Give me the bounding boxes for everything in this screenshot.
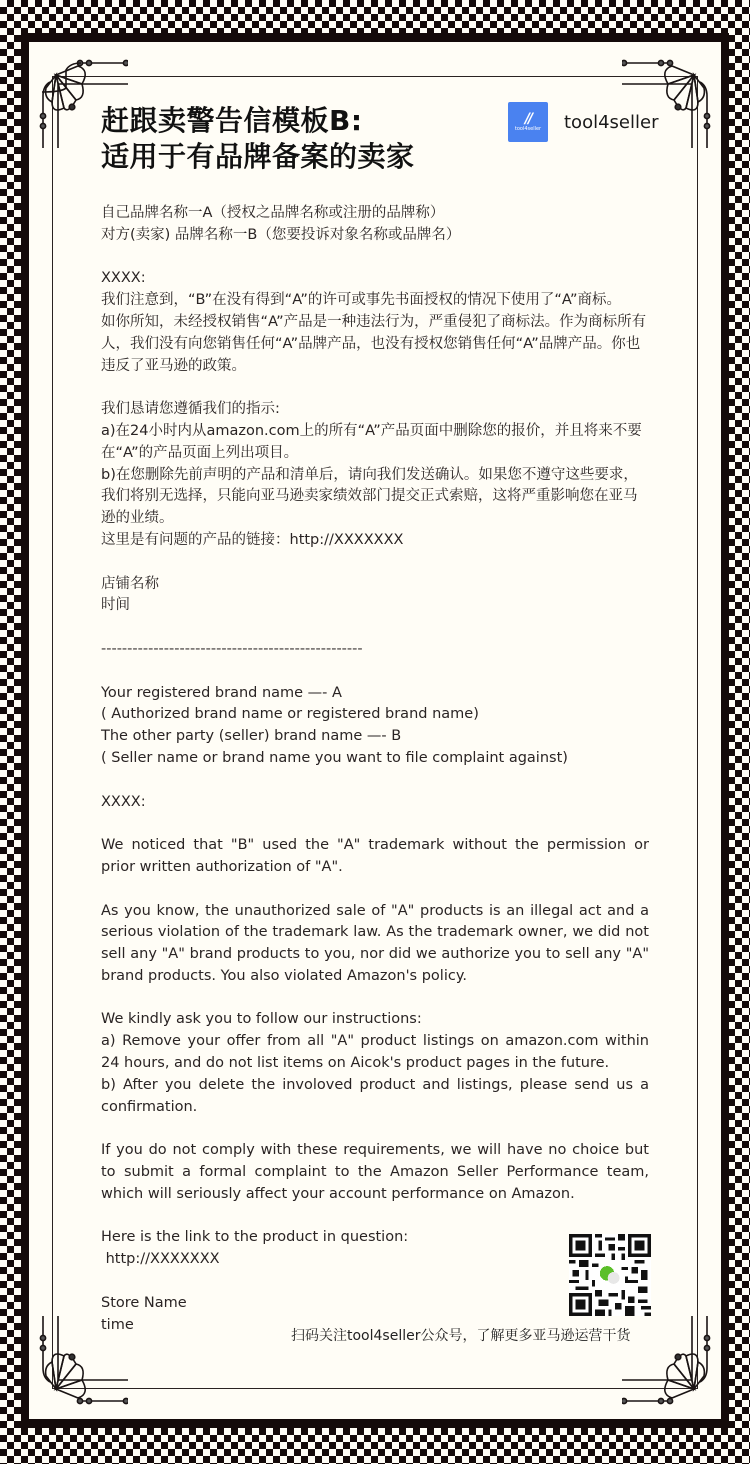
en-own-brand: Your registered brand name —- A <box>101 684 342 701</box>
cn-instructions-intro: 我们恳请您遵循我们的指示: <box>101 401 280 418</box>
letter-body <box>101 203 649 1336</box>
qr-caption: 扫码关注tool4seller公众号，了解更多亚马逊运营干货 <box>291 1328 631 1344</box>
title-line-2: 适用于有品牌备案的卖家 <box>101 140 415 173</box>
cn-time: 时间 <box>101 597 130 614</box>
en-instruction-b: b) After you delete the involoved product and listings, please send us a confirmation. <box>101 1076 649 1115</box>
en-instruction-a: a) Remove your offer from all "A" product listings on amazon.com within 24 hours, and do not list items on Aicok's product pages in the future. <box>101 1033 649 1072</box>
cn-link-line: 这里是有问题的产品的链接：http://XXXXXXX <box>101 531 404 548</box>
en-link-intro: Here is the link to the product in question: <box>101 1229 409 1246</box>
cn-store-name: 店铺名称 <box>101 575 159 592</box>
brand-logo-icon: // tool4seller <box>508 102 548 142</box>
cn-other-brand: 对方(卖家) 品牌名称一B（您要投诉对象名称或品牌名） <box>101 226 461 243</box>
page-title <box>101 103 415 175</box>
en-store-name: Store Name <box>101 1294 187 1311</box>
cn-instruction-b: b)在您删除先前声明的产品和清单后，请向我们发送确认。如果您不遵守这些要求，我们将别无选择，只能向亚马逊卖家绩效部门提交正式索赔，这将严重影响您在亚马逊的业绩。 <box>101 466 638 527</box>
cn-instruction-a: a)在24小时内从amazon.com上的所有“A”产品页面中删除您的报价，并且将来不要在“A”的产品页面上列出项目。 <box>101 422 642 461</box>
en-paragraph-1: We noticed that "B" used the "A" trademark without the permission or prior written authorization of "A". <box>101 837 649 875</box>
section-divider: -------------------------------------------------- <box>101 640 363 657</box>
en-paragraph-3: If you do not comply with these requirements, we will have no choice but to submit a formal complaint to the Amazon Seller Performance team, which will seriously affect your account performance on Amazon. <box>101 1142 649 1202</box>
en-paragraph-2: As you know, the unauthorized sale of "A" products is an illegal act and a serious violation of the trademark law. As the trademark owner, we did not sell any "A" brand products to you, nor did we authorize you to sell any "A" brand products. You also violated Amazon's policy. <box>101 902 649 984</box>
brand-name: tool4seller <box>564 111 659 133</box>
en-other-brand-note: ( Seller name or brand name you want to file complaint against) <box>101 749 568 766</box>
wechat-qr-code-icon <box>569 1234 651 1316</box>
cn-salutation: XXXX: <box>101 270 146 287</box>
en-link[interactable]: http://XXXXXXX <box>101 1251 220 1268</box>
en-time: time <box>101 1316 134 1333</box>
brand-block <box>508 102 658 142</box>
title-line-1: 赶跟卖警告信模板B: <box>101 104 363 137</box>
en-instructions-intro: We kindly ask you to follow our instructions: <box>101 1011 422 1028</box>
cn-paragraph-2: 如你所知，未经授权销售“A”产品是一种违法行为，严重侵犯了商标法。作为商标所有人，我们没有向您销售任何“A”品牌产品，也没有授权您销售任何“A”品牌产品。你也违反了亚马逊的政策。 <box>101 313 647 374</box>
en-salutation: XXXX: <box>101 793 146 810</box>
en-own-brand-note: ( Authorized brand name or registered brand name) <box>101 706 479 723</box>
cn-paragraph-1: 我们注意到，“B”在没有得到“A”的许可或事先书面授权的情况下使用了“A”商标。 <box>101 292 621 309</box>
en-other-brand: The other party (seller) brand name —- B <box>101 728 402 745</box>
cn-own-brand: 自己品牌名称一A（授权之品牌名称或注册的品牌称） <box>101 205 445 221</box>
